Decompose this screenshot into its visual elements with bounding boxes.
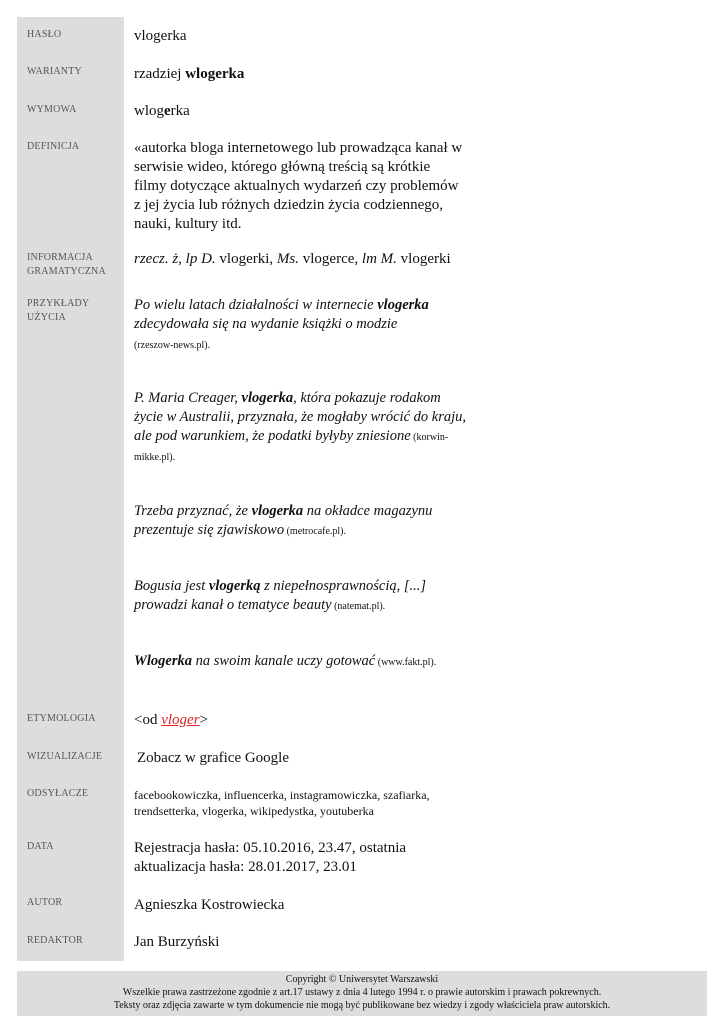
example-2-text: P. Maria Creager,	[134, 390, 242, 406]
example-1	[134, 296, 434, 355]
example-5-source: (www.fakt.pl).	[375, 657, 437, 668]
label-data: DATA	[27, 841, 54, 852]
label-przyklady-line2: UŻYCIA	[27, 312, 66, 323]
example-3-source: (metrocafe.pl).	[284, 526, 347, 537]
grammar-info	[134, 250, 494, 269]
footer-notice: Teksty oraz zdjęcia zawarte w tym dokumencie nie mogą być publikowane bez wiedzy i zgody właściciela praw autorskich.	[113, 1000, 611, 1011]
etymology	[134, 711, 469, 730]
pronunciation	[134, 102, 469, 121]
label-haslo: HASŁO	[27, 29, 62, 40]
label-informacja-line2: GRAMATYCZNA	[27, 266, 106, 277]
label-przyklady-line1: PRZYKŁADY	[27, 298, 90, 309]
pronunciation-end: rka	[170, 103, 190, 119]
grammar-part2: Ms.	[276, 251, 300, 267]
label-informacja-gramatyczna	[27, 251, 122, 279]
label-autor: AUTOR	[27, 897, 63, 908]
grammar-part3: lm M.	[361, 251, 397, 267]
example-4-source: (natemat.pl).	[331, 601, 386, 612]
grammar-form2: vlogerce,	[299, 251, 362, 267]
footer-copyright: Copyright © Uniwersytet Warszawski	[285, 974, 439, 985]
example-4-text: Bogusia jest	[134, 578, 209, 594]
variants-word: wlogerka	[185, 66, 245, 82]
registration-date: Rejestracja hasła: 05.10.2016, 23.47, ostatnia aktualizacja hasła: 28.01.2017, 23.01	[134, 840, 407, 875]
headword: vlogerka	[134, 28, 187, 44]
example-3-keyword: vlogerka	[251, 503, 304, 519]
grammar-form3: vlogerki	[396, 251, 451, 267]
label-etymologia: ETYMOLOGIA	[27, 713, 96, 724]
editor-name: Jan Burzyński	[134, 934, 220, 950]
label-warianty: WARIANTY	[27, 66, 82, 77]
label-wizualizacje: WIZUALIZACJE	[27, 751, 103, 762]
example-4-keyword: vlogerką	[208, 578, 261, 594]
example-1-text: Po wielu latach działalności w internecie	[134, 297, 378, 313]
label-odsylacze: ODSYŁACZE	[27, 788, 89, 799]
example-4	[134, 577, 434, 616]
example-1-keyword: vlogerka	[377, 297, 429, 313]
example-2-source: (korwin-mikke.pl).	[134, 432, 449, 463]
author-name: Agnieszka Kostrowiecka	[134, 897, 285, 913]
copyright-footer	[17, 971, 707, 1016]
example-2-text-end: , która pokazuje rodakom życie w Australii, przyznała, że mogłaby wrócić do kraju, ale pod warunkiem, że podatki byłyby zniesione	[134, 390, 466, 444]
etymology-link[interactable]: vloger	[161, 712, 200, 728]
example-2-keyword: vlogerka	[241, 390, 294, 406]
grammar-part1: rzecz. ż, lp D.	[134, 251, 216, 267]
etymology-close: >	[199, 712, 209, 728]
example-2	[134, 389, 469, 467]
google-images-link[interactable]: Zobacz w grafice Google	[137, 750, 290, 766]
etymology-open: <od	[134, 712, 162, 728]
example-3-text: Trzeba przyznać, że	[134, 503, 252, 519]
variants	[134, 65, 469, 84]
example-1-text-end: zdecydowała się na wydanie książki o modzie	[134, 316, 398, 332]
label-column	[17, 17, 124, 961]
definition: «autorka bloga internetowego lub prowadząca kanał w serwisie wideo, którego główną treścią są krótkie filmy dotyczące aktualnych wydarzeń czy problemów z jej życia lub różnych dziedzin życia codziennego, nauki, kultury itd.	[134, 140, 463, 232]
example-5-text-end: na swoim kanale uczy gotować	[192, 653, 376, 669]
example-5	[134, 652, 474, 672]
example-3-text-end: na okładce magazynu prezentuje się zjawiskowo	[134, 503, 433, 538]
example-3	[134, 502, 439, 541]
footer-rights: Wszelkie prawa zastrzeżone zgodnie z art.17 ustawy z dnia 4 lutego 1994 r. o prawie autorskim i prawach pokrewnych.	[122, 987, 602, 998]
pronunciation-accent: e	[164, 103, 171, 119]
label-definicja: DEFINICJA	[27, 141, 80, 152]
example-1-source: (rzeszow-news.pl).	[134, 340, 211, 351]
example-5-keyword: Wlogerka	[134, 653, 192, 669]
cross-references: facebookowiczka, influencerka, instagramowiczka, szafiarka, trendsetterka, vlogerka, wikipedystka, youtuberka	[134, 788, 430, 818]
label-przyklady-uzycia	[27, 297, 122, 325]
label-redaktor: REDAKTOR	[27, 935, 83, 946]
label-informacja-line1: INFORMACJA	[27, 252, 93, 263]
variants-prefix: rzadziej	[134, 66, 186, 82]
pronunciation-start: wlog	[134, 103, 164, 119]
grammar-form1: vlogerki,	[215, 251, 277, 267]
label-wymowa: WYMOWA	[27, 104, 77, 115]
example-4-text-end: z niepełnosprawnością, [...] prowadzi kanał o tematyce beauty	[134, 578, 427, 613]
